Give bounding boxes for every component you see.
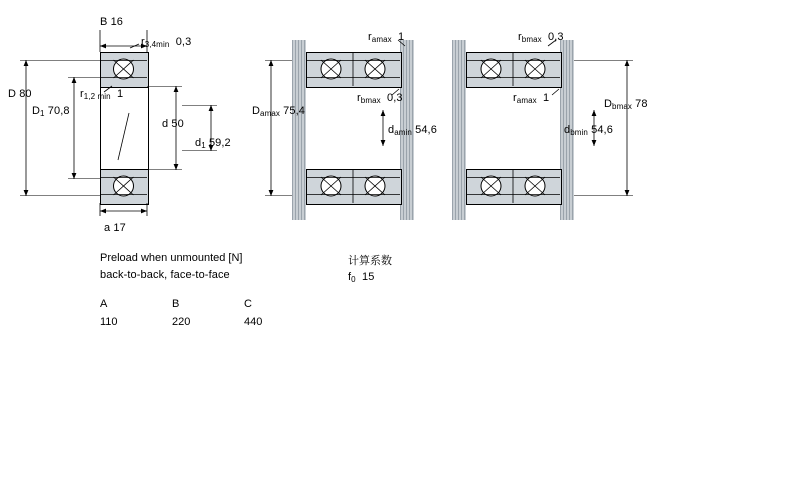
dim-ramax-right: $r_{amax}$ 1 xyxy=(513,92,550,105)
preload-col-C-header: C xyxy=(244,298,252,310)
dim-ramax-top: $r_{amax}$ 1 xyxy=(368,31,405,44)
dim-rbmax-top: $r_{bmax}$ 0,3 xyxy=(518,31,564,44)
preload-val-A: 110 xyxy=(100,316,118,328)
dim-a: a 17 xyxy=(104,222,126,234)
dim-r34min: $r_{3,4min}$ 0,3 xyxy=(141,36,192,49)
dim-d1: $d_1$ 59,2 xyxy=(195,137,231,150)
preload-col-B-header: B xyxy=(172,298,180,310)
dim-D: D 80 xyxy=(8,88,32,100)
dim-dbmin: $d_{bmin}$ 54,6 xyxy=(564,124,613,137)
dim-d: d 50 xyxy=(162,118,184,130)
dim-B: B 16 xyxy=(100,16,124,28)
preload-subtitle: back-to-back, face-to-face xyxy=(100,269,230,281)
dim-damin: $d_{amin}$ 54,6 xyxy=(388,124,437,137)
dim-Damax: $D_{amax}$ 75,4 xyxy=(252,105,305,118)
preload-title: Preload when unmounted [N] xyxy=(100,252,243,264)
preload-val-B: 220 xyxy=(172,316,191,328)
dim-D1: $D_1$ 70,8 xyxy=(32,105,70,118)
factor-value: $f_0$ 15 xyxy=(348,271,375,284)
dim-rbmax-mid: $r_{bmax}$ 0,3 xyxy=(357,92,403,105)
preload-col-A-header: A xyxy=(100,298,108,310)
dim-r12min: $r_{1,2 min}$ 1 xyxy=(80,88,124,101)
dim-Dbmax: $D_{bmax}$ 78 xyxy=(604,98,648,111)
factor-title: 计算系数 xyxy=(348,255,392,267)
preload-val-C: 440 xyxy=(244,316,263,328)
